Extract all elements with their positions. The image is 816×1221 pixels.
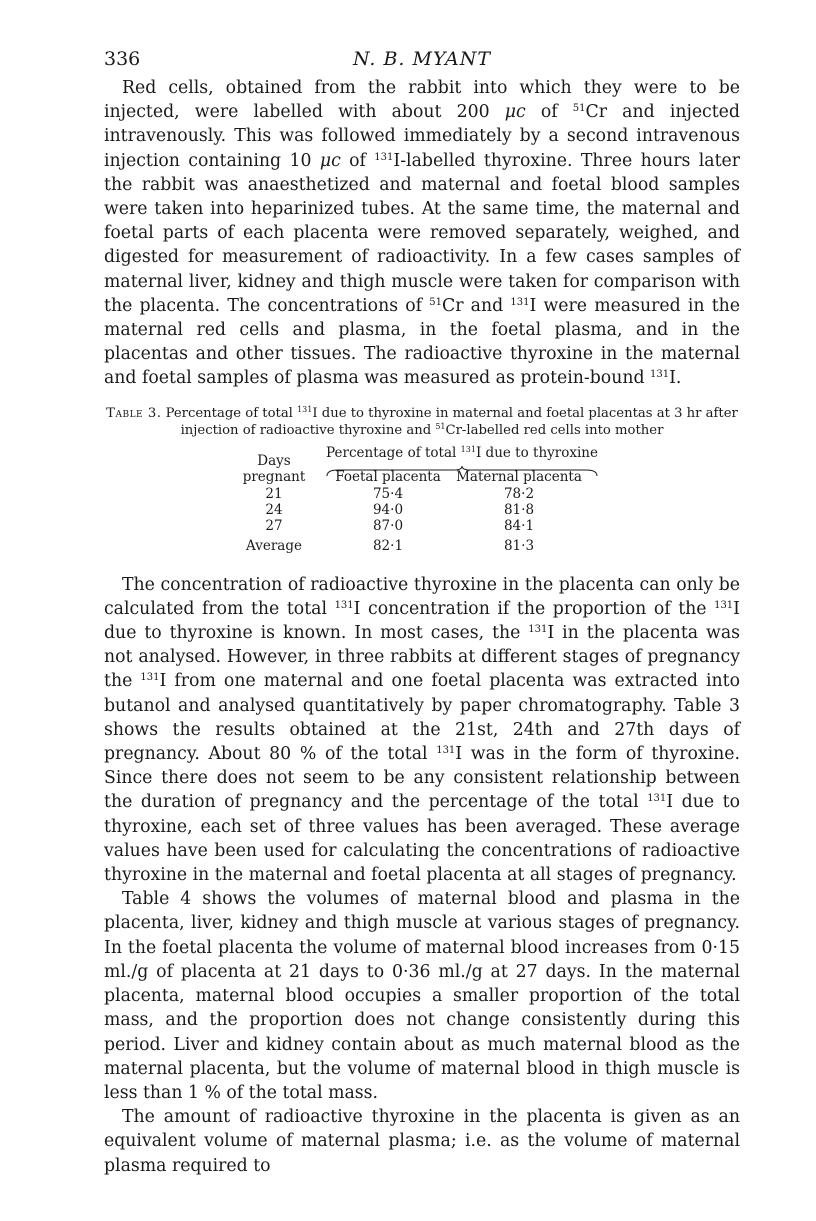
paragraph-analysis: The concentration of radioactive thyroxine in the placenta can only be calculated from the total $^{131}$I concentration if the proportion of the $^{131}$I due to thyroxine is known. In most cases, the $^{131}$I in the placenta was not analysed. However, in three rabbits at different stages of pregnancy the $^{131}$I from one maternal and one foetal placenta was extracted into butanol and analysed quantitatively by paper chromatography. Table 3 shows the results obtained at the 21st, 24th and 27th days of pregnancy. About 80 % of the total $^{131}$I was in the form of thyroxine. Since there does not seem to be any consistent relationship between the duration of pregnancy and the percentage of the total $^{131}$I due to thyroxine, each set of three values has been averaged. These average values have been used for calculating the concentrations of radioactive thyroxine in the maternal and foetal placenta at all stages of pregnancy.: [104, 574, 740, 886]
table3-col-days-line1: Days: [257, 452, 291, 469]
table3-row-foetal: 75·4: [372, 485, 404, 502]
table3-average-label: Average: [246, 537, 302, 554]
table3: [104, 445, 740, 563]
table3-caption: Table 3. Percentage of total $^{131}$I due to thyroxine in maternal and foetal placentas at 3 hr after injection of radioactive thyroxine and $^{51}$Cr-labelled red cells into mother: [106, 404, 738, 438]
table3-row-maternal: 81·8: [503, 501, 535, 518]
page: [104, 48, 740, 1178]
paragraph-table4: Table 4 shows the volumes of maternal blood and plasma in the placenta, liver, kidney and thigh muscle at various stages of pregnancy. In the foetal placenta the volume of maternal blood increases from 0·15 ml./g of placenta at 21 days to 0·36 ml./g at 27 days. In the maternal placenta, maternal blood occupies a smaller proportion of the total mass, and the proportion does not change consistently during this period. Liver and kidney contain about as much maternal blood as the maternal placenta, but the volume of maternal blood in thigh muscle is less than 1 % of the total mass.: [104, 889, 740, 1103]
page-header: [104, 48, 740, 76]
table3-average-foetal: 82·1: [372, 537, 404, 554]
table3-row-maternal: 78·2: [503, 485, 535, 502]
paragraph-methods: Red cells, obtained from the rabbit into which they were to be injected, were labelled with about 200 μc of $^{51}$Cr and injected intravenously. This was followed immediately by a second intravenous injection containing 10 μc of $^{131}$I-labelled thyroxine. Three hours later the rabbit was anaesthetized and maternal and foetal blood samples were taken into heparinized tubes. At the same time, the maternal and foetal parts of each placenta were removed separately, weighed, and digested for measurement of radioactivity. In a few cases samples of maternal liver, kidney and thigh muscle were taken for comparison with the placenta. The concentrations of $^{51}$Cr and $^{131}$I were measured in the maternal red cells and plasma, in the foetal plasma, and in the placentas and other tissues. The radioactive thyroxine in the maternal and foetal samples of plasma was measured as protein-bound $^{131}$I.: [104, 78, 741, 389]
table3-row-maternal: 84·1: [503, 517, 535, 534]
paragraph-equivalent-volume: The amount of radioactive thyroxine in the placenta is given as an equivalent volume of maternal plasma; i.e. as the volume of maternal plasma required to: [104, 1107, 740, 1176]
table3-span-header: Percentage of total $^{131}$I due to thyroxine: [326, 444, 598, 461]
page-number: 336: [104, 48, 141, 70]
table3-row-days: 21: [265, 485, 283, 502]
table3-average-maternal: 81·3: [503, 537, 535, 554]
table3-col-days-line2: pregnant: [242, 468, 306, 485]
table3-col-maternal: Maternal placenta: [456, 468, 582, 485]
table3-row-foetal: 94·0: [372, 501, 404, 518]
table3-row-days: 24: [265, 501, 283, 518]
table3-row-foetal: 87·0: [372, 517, 404, 534]
table3-col-foetal: Foetal placenta: [335, 468, 441, 485]
running-head: N. B. MYANT: [352, 48, 492, 70]
table3-row-days: 27: [265, 517, 283, 534]
